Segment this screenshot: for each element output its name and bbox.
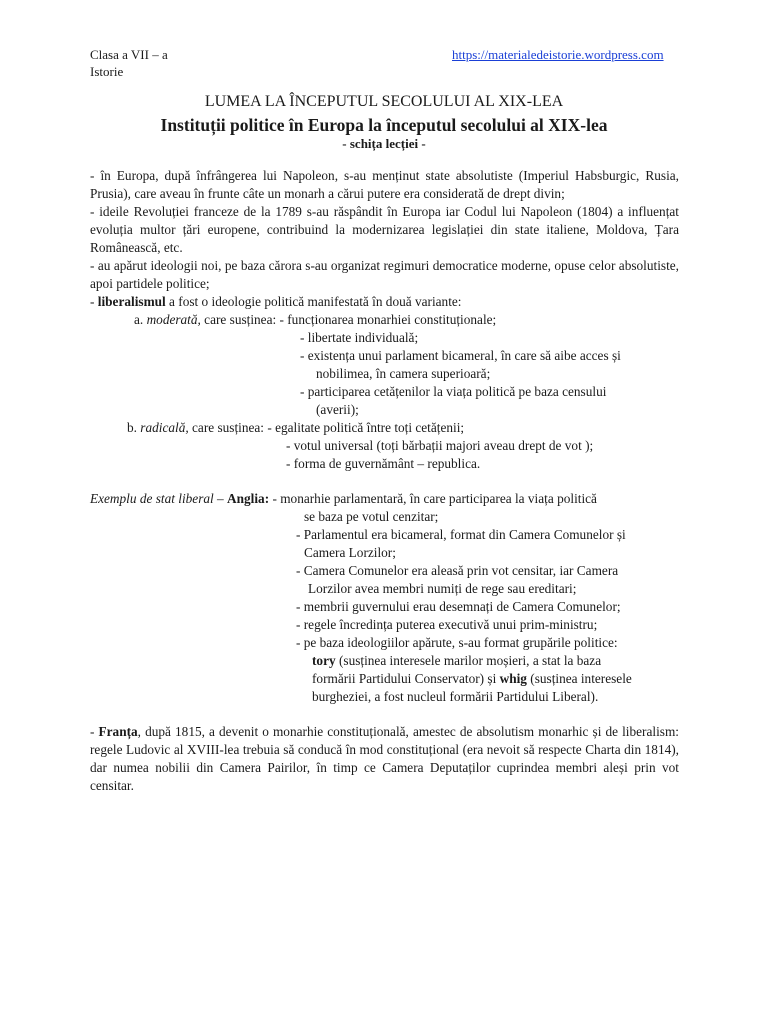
moderate-item-continued: (averii); [316, 402, 359, 417]
moderate-item: - existența unui parlament bicameral, în care să aibe acces și [300, 348, 621, 363]
anglia-term: Anglia: [227, 491, 270, 506]
lesson-note: - schița lecției - [342, 136, 426, 151]
header-class: Clasa a VII – a [90, 47, 168, 62]
tory-desc-cont: formării Partidului Conservator) și [312, 671, 500, 686]
paragraph-absolutist-states: - în Europa, după înfrângerea lui Napoleon, s-au menținut state absolutiste (Imperiul Habsburgic, Rusia, Prusia), care aveau în frunte câte un monarh a cărui putere era considerată de drept divin; [90, 168, 679, 201]
tory-term: tory [312, 653, 336, 668]
radical-intro [127, 419, 464, 437]
whig-term: whig [499, 671, 527, 686]
moderate-intro [134, 311, 496, 329]
radical-first-item: care susținea: - egalitate politică între toți cetățenii; [188, 420, 465, 435]
dash: – [213, 491, 228, 506]
anglia-first-item: - monarhie parlamentară, în care participarea la viața politică [269, 491, 597, 506]
anglia-item-continued: burgheziei, a fost nucleul formării Partidului Liberal). [312, 689, 599, 704]
radical-term: radicală, [140, 420, 189, 435]
moderate-term: moderată, [146, 312, 201, 327]
franta-desc: , după 1815, a devenit o monarhie constituțională, amestec de absolutism monarhic și de liberalism: regele Ludovic al XVIII-lea trebuia să conducă în mod constituțional (era nevoit să respecte Charta din 1814), dar numea nobilii din Camera Pairilor, în timp ce Camera Deputaților cuprindea membri aleși prin vot censitar. [90, 724, 679, 793]
anglia-lead: Exemplu de stat liberal [90, 491, 214, 506]
moderate-item: - participarea cetățenilor la viața politică pe baza censului [300, 384, 607, 399]
paragraph-liberalism [90, 293, 462, 311]
anglia-intro [90, 490, 597, 508]
header-class-info [90, 46, 168, 80]
anglia-item-continued: Camera Lorzilor; [304, 545, 396, 560]
page-subtitle: Instituții politice în Europa la începutul secolului al XIX-lea [160, 115, 608, 135]
anglia-item-continued [312, 670, 632, 688]
anglia-item: - membrii guvernului erau desemnați de Camera Comunelor; [296, 599, 621, 614]
anglia-item-continued: Lorzilor avea membri numiți de rege sau ereditari; [308, 581, 577, 596]
moderate-prefix: a. [134, 312, 147, 327]
whig-desc: (susținea interesele [526, 671, 632, 686]
anglia-item-continued [312, 652, 601, 670]
tory-desc: (susținea interesele marilor moșieri, a stat la baza [335, 653, 602, 668]
paragraph-revolution-ideas: - ideile Revoluției franceze de la 1789 s-au răspândit în Europa iar Codul lui Napoleon (1804) a influențat evoluția multor țări europene, contribuind la modernizarea legislației din state italiene, Moldova, Țara Românească, etc. [90, 204, 679, 255]
radical-item: - votul universal (toți bărbații majori aveau drept de vot ); [286, 438, 594, 453]
paragraph-franta [90, 723, 679, 795]
anglia-item: - pe baza ideologiilor apărute, s-au format grupările politice: [296, 635, 618, 650]
liberalism-desc: a fost o ideologie politică manifestată în două variante: [165, 294, 462, 309]
radical-item: - forma de guvernământ – republica. [286, 456, 481, 471]
anglia-item-continued: se baza pe votul cenzitar; [304, 509, 439, 524]
anglia-item: - regele încredința puterea executivă unui prim-ministru; [296, 617, 598, 632]
radical-prefix: b. [127, 420, 141, 435]
anglia-item: - Parlamentul era bicameral, format din Camera Comunelor și [296, 527, 626, 542]
franta-term: Franța [98, 724, 138, 739]
anglia-item: - Camera Comunelor era aleasă prin vot censitar, iar Camera [296, 563, 619, 578]
moderate-first-item: care susținea: - funcționarea monarhiei constituționale; [200, 312, 497, 327]
paragraph-new-ideologies: - au apărut ideologii noi, pe baza cărora s-au organizat regimuri democratice moderne, opuse celor absolutiste, apoi partidele politice; [90, 258, 679, 291]
dash: - [90, 294, 98, 309]
moderate-item: - libertate individuală; [300, 330, 419, 345]
header-subject: Istorie [90, 64, 124, 79]
header-url-link[interactable]: https://materialedeistorie.wordpress.com [452, 47, 664, 62]
page-title: LUMEA LA ÎNCEPUTUL SECOLULUI AL XIX-LEA [204, 93, 564, 110]
dash: - [90, 724, 99, 739]
moderate-item-continued: nobilimea, în camera superioară; [316, 366, 491, 381]
liberalism-term: liberalismul [97, 294, 166, 309]
